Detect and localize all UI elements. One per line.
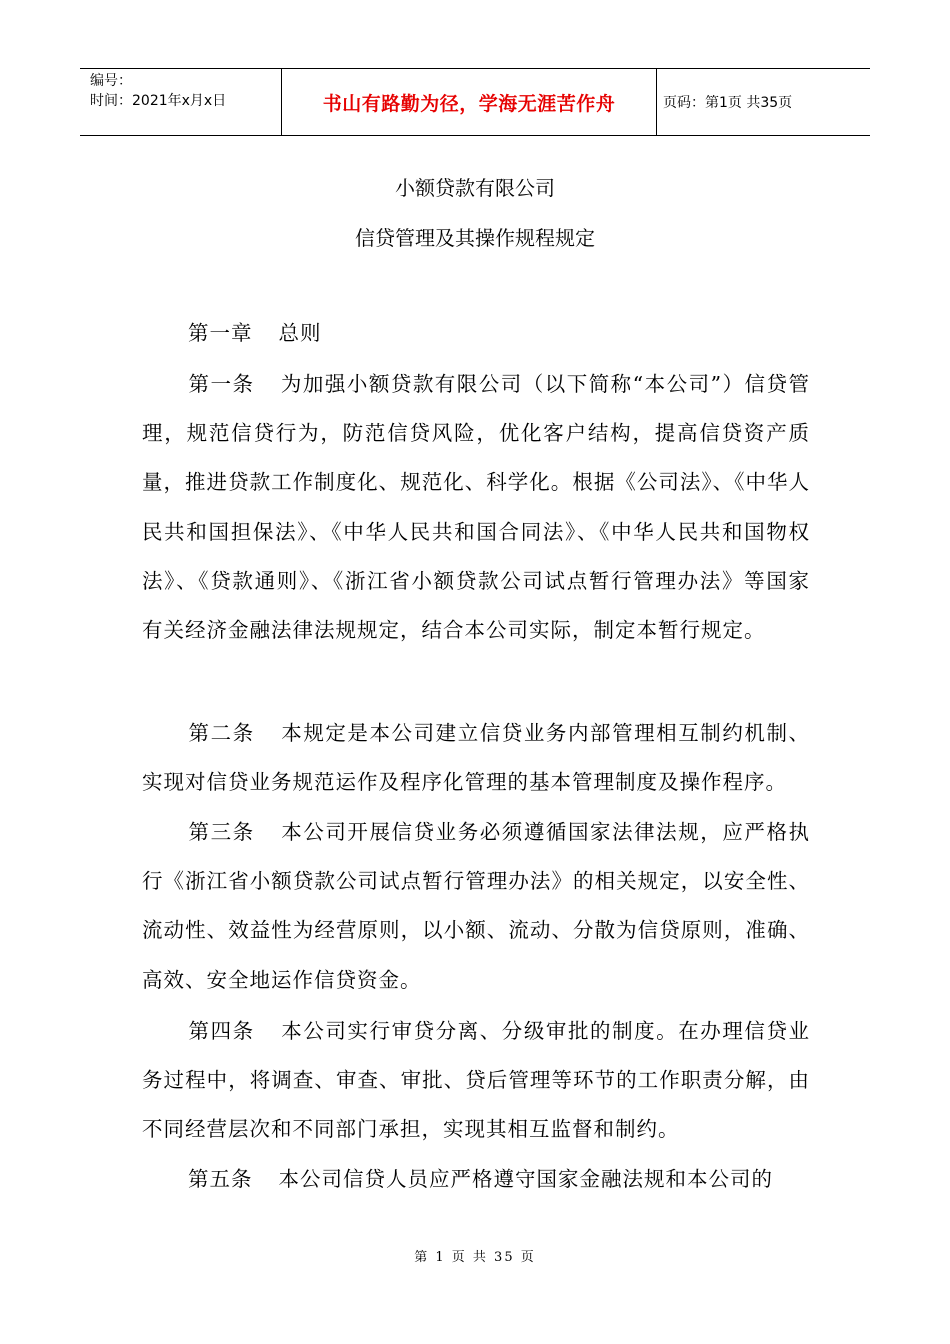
article-text: 本公司信贷人员应严格遵守国家金融法规和本公司的 — [278, 1167, 773, 1191]
document-number-label: 编号： — [90, 73, 132, 89]
header-table — [80, 68, 870, 136]
document-time-label: 时间：2021年x月x日 — [90, 93, 227, 109]
header-info-cell — [80, 69, 282, 135]
article-label: 第二条 — [188, 721, 255, 745]
article-paragraph — [142, 808, 810, 1005]
document-title-line2: 信贷管理及其操作规程规定 — [355, 226, 595, 250]
header-motto: 书山有路勤为径，学海无涯苦作舟 — [282, 69, 657, 135]
header-page-label: 页码：第1页 共35页 — [663, 95, 793, 111]
article-label: 第三条 — [188, 820, 255, 844]
article-paragraph — [142, 709, 810, 807]
article-text: 本规定是本公司建立信贷业务内部管理相互制约机制、实现对信贷业务规范运作及程序化管理的基本管理制度及操作程序。 — [142, 721, 811, 795]
article-label: 第一条 — [188, 372, 255, 396]
article-paragraph — [142, 360, 810, 655]
article-paragraph — [142, 1155, 810, 1204]
article-text: 本公司开展信贷业务必须遵循国家法律法规，应严格执行《浙江省小额贷款公司试点暂行管理办法》的相关规定，以安全性、流动性、效益性为经营原则，以小额、流动、分散为信贷原则，准确、高效、安全地运作信贷资金。 — [142, 820, 811, 992]
article-paragraph — [142, 1007, 810, 1155]
page-footer: 第 1 页 共 35 页 — [414, 1250, 536, 1265]
article-text: 为加强小额贷款有限公司（以下简称“本公司”）信贷管理，规范信贷行为，防范信贷风险，优化客户结构，提高信贷资产质量，推进贷款工作制度化、规范化、科学化。根据《公司法》、《中华人民共和国担保法》、《中华人民共和国合同法》、《中华人民共和国物权法》、《贷款通则》、《浙江省小额贷款公司试点暂行管理办法》等国家有关经济金融法律法规规定，结合本公司实际，制定本暂行规定。 — [142, 372, 810, 643]
article-label: 第四条 — [188, 1019, 255, 1043]
chapter-title: 总则 — [278, 321, 322, 345]
chapter-heading — [142, 309, 810, 358]
article-text: 本公司实行审贷分离、分级审批的制度。在办理信贷业务过程中，将调查、审查、审批、贷后管理等环节的工作职责分解，由不同经营层次和不同部门承担，实现其相互监督和制约。 — [142, 1019, 811, 1142]
document-title-line1: 小额贷款有限公司 — [395, 176, 555, 200]
article-label: 第五条 — [188, 1167, 253, 1191]
chapter-label: 第一章 — [188, 321, 253, 345]
